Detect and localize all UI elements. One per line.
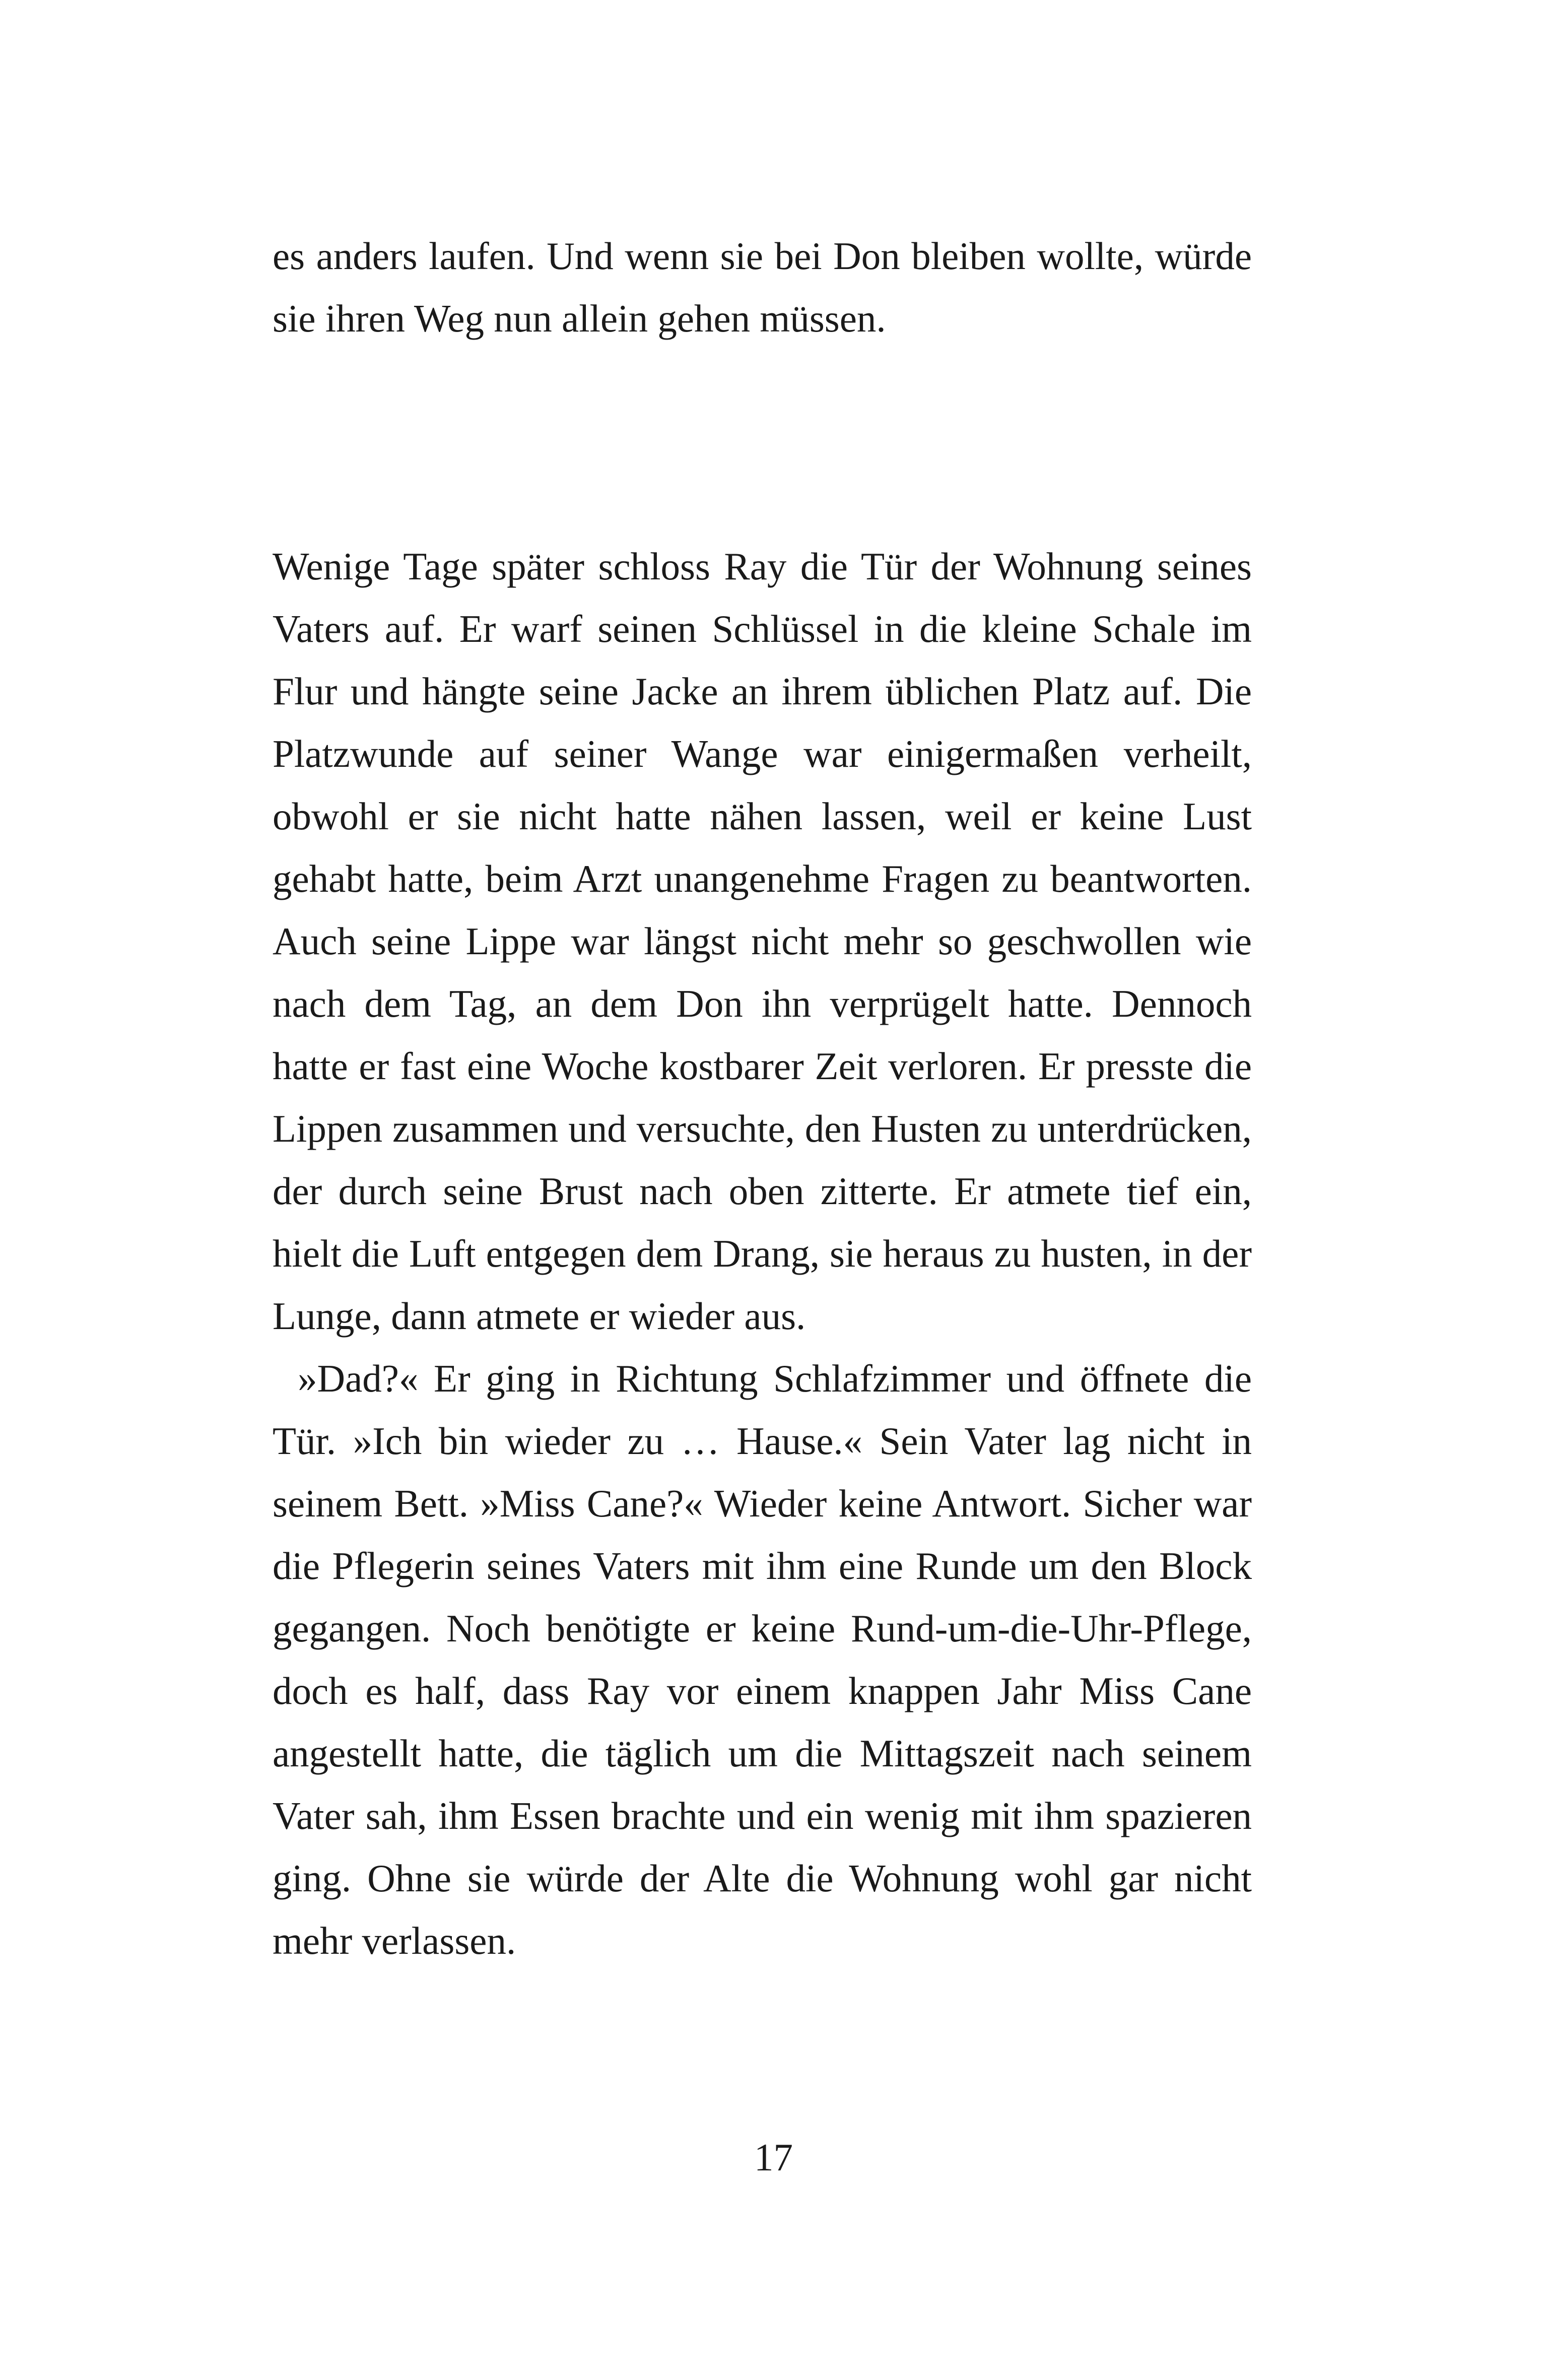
section-continuation: [273, 225, 1252, 350]
paragraph: »Dad?« Er ging in Richtung Schlafzimmer und öffnete die Tür. »Ich bin wieder zu … Hause.« Sein Vater lag nicht in seinem Bett. »Miss Cane?« Wieder keine Antwort. Sicher war die Pflegerin seines Vaters mit ihm eine Runde um den Block gegangen. Noch benötigte er keine Rund-um-die-Uhr-Pflege, doch es half, dass Ray vor einem knappen Jahr Miss Cane angestellt hatte, die täglich um die Mittagszeit nach seinem Vater sah, ihm Essen brachte und ein wenig mit ihm spazieren ging. Ohne sie würde der Alte die Wohnung wohl gar nicht mehr verlassen.: [273, 1357, 1252, 1962]
page-number: 17: [754, 2136, 793, 2179]
section-main: [273, 535, 1252, 1972]
paragraph: es anders laufen. Und wenn sie bei Don bleiben wollte, würde sie ihren Weg nun allein gehen müssen.: [273, 234, 1252, 340]
paragraph: Wenige Tage später schloss Ray die Tür der Wohnung seines Vaters auf. Er warf seinen Schlüssel in die kleine Schale im Flur und hängte seine Jacke an ihrem üblichen Platz auf. Die Platzwunde auf seiner Wange war einigermaßen verheilt, obwohl er sie nicht hatte nähen lassen, weil er keine Lust gehabt hatte, beim Arzt unangenehme Fragen zu beantworten. Auch seine Lippe war längst nicht mehr so geschwollen wie nach dem Tag, an dem Don ihn verprügelt hatte. Dennoch hatte er fast eine Woche kostbarer Zeit verloren. Er presste die Lippen zusammen und versuchte, den Husten zu unterdrücken, der durch seine Brust nach oben zitterte. Er atmete tief ein, hielt die Luft entgegen dem Drang, sie heraus zu husten, in der Lunge, dann atmete er wieder aus.: [273, 545, 1252, 1338]
